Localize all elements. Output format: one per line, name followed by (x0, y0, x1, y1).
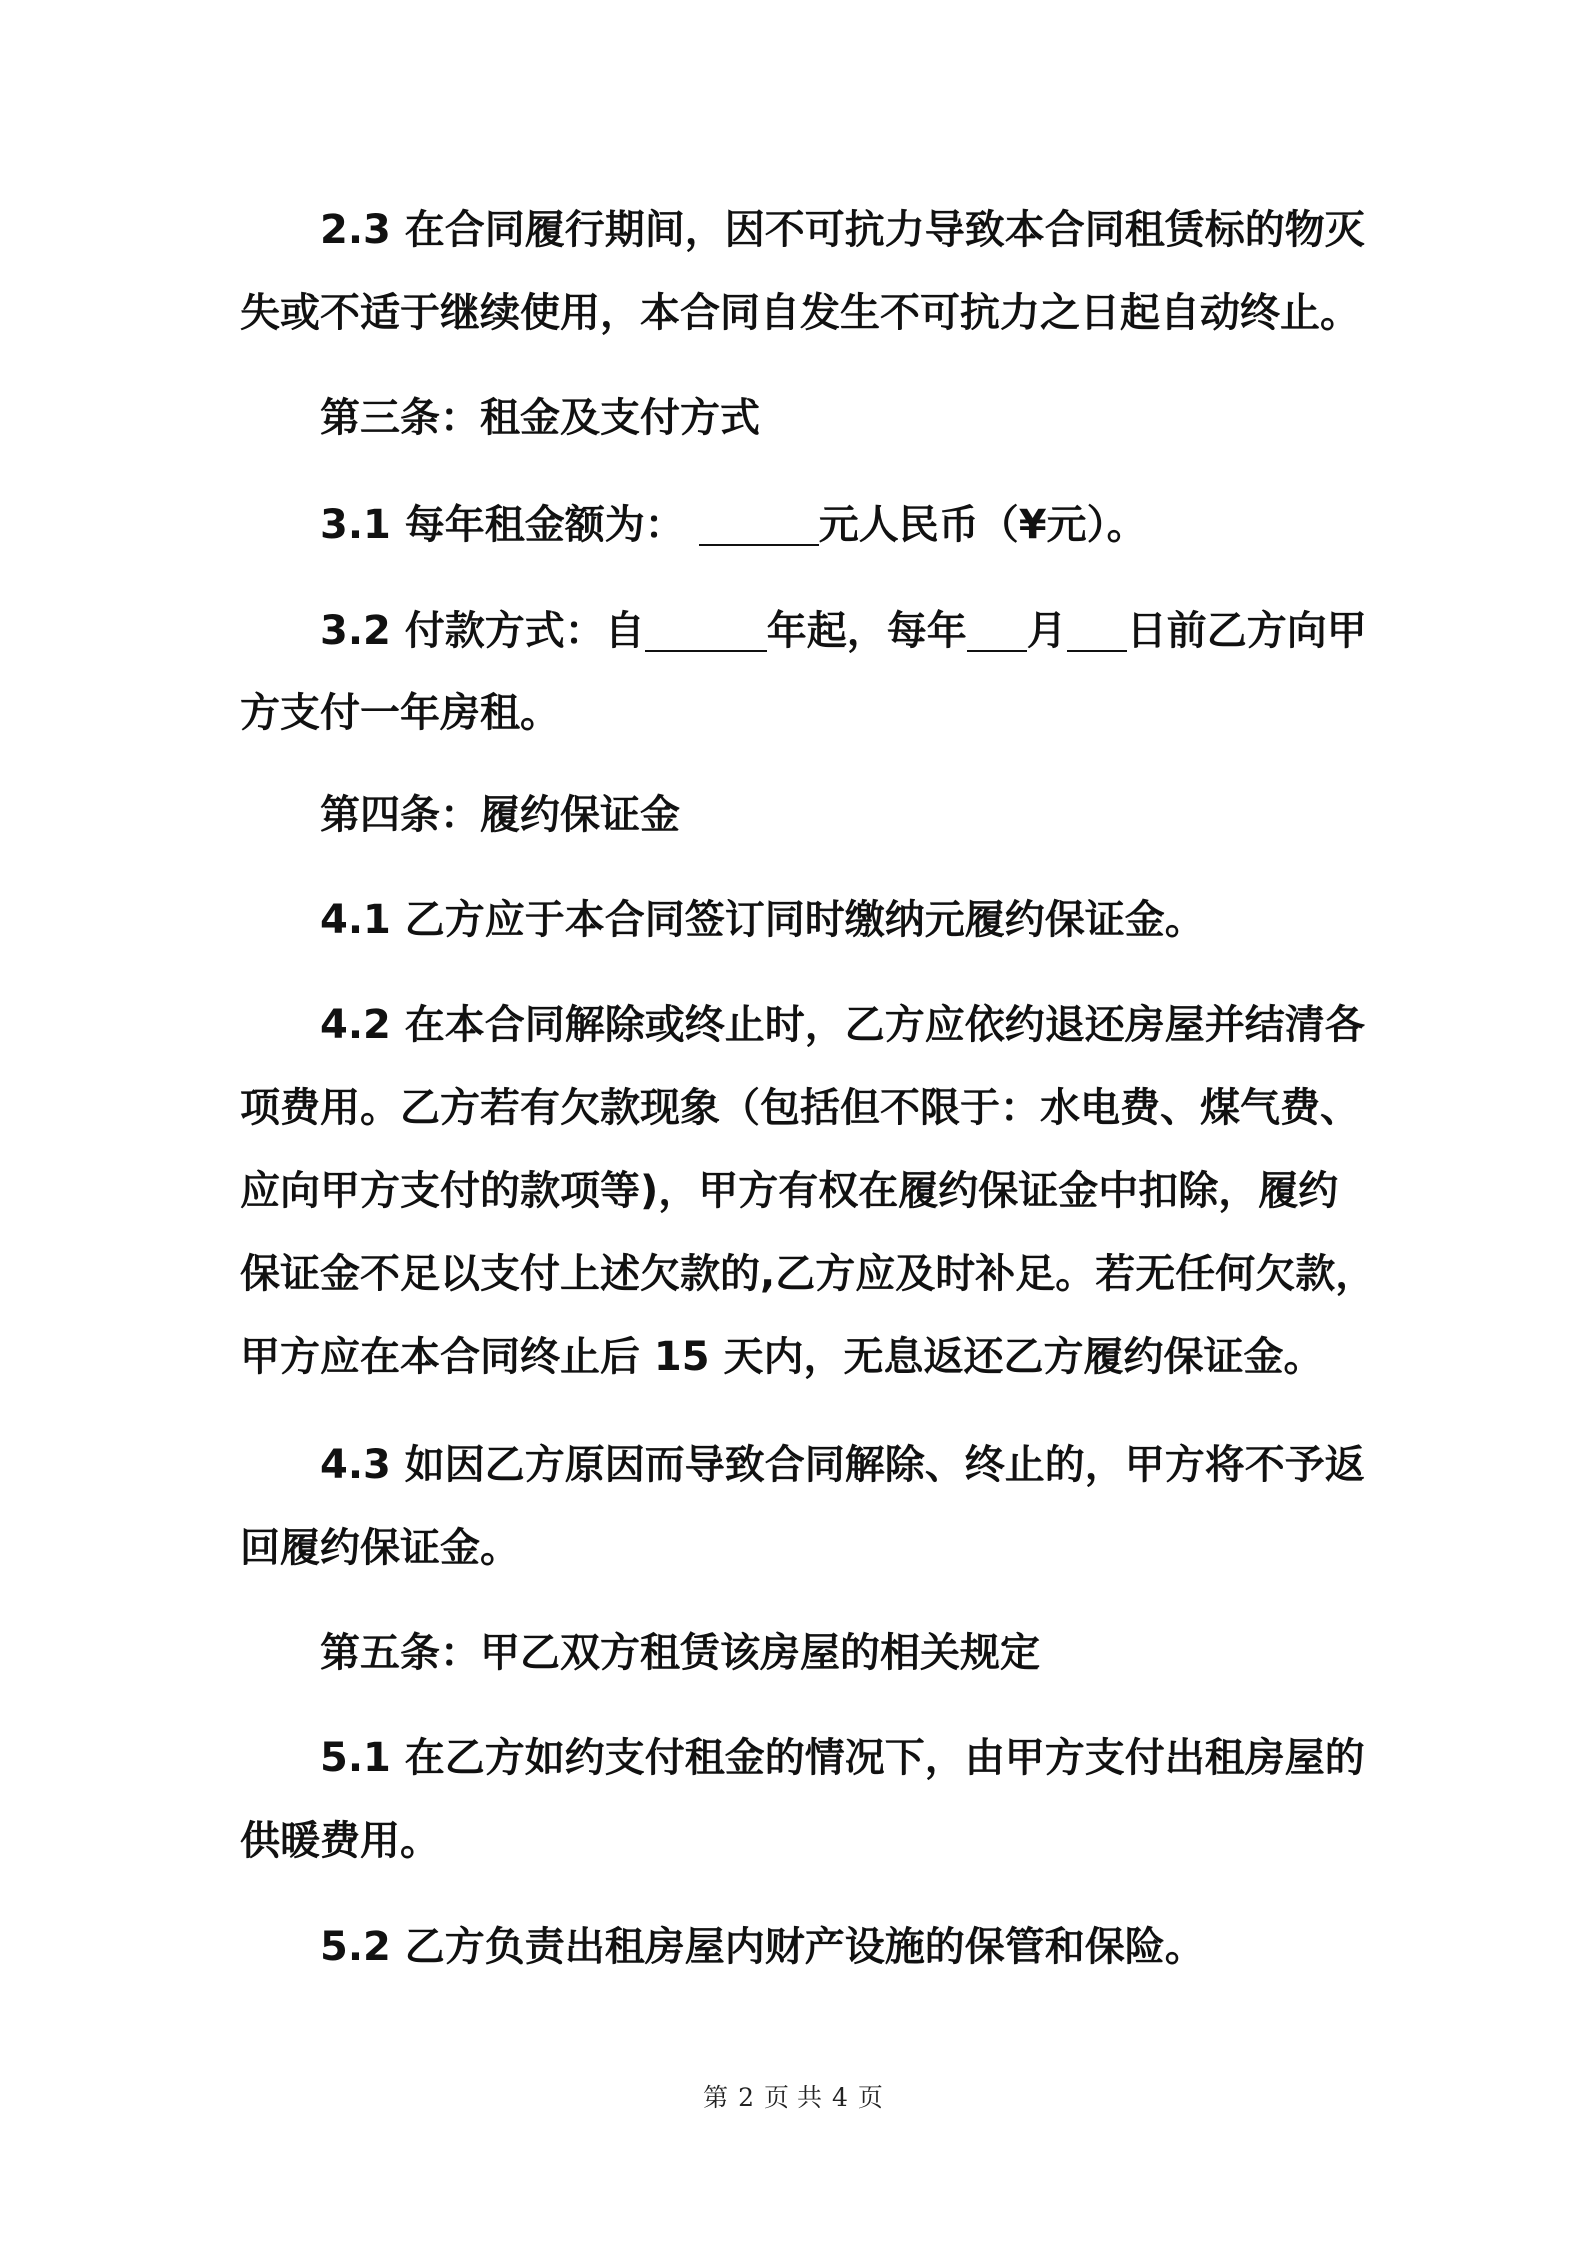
clause-3-2-line-2: 方支付一年房租。 (240, 690, 560, 736)
clause-5-1-line-2: 供暖费用。 (240, 1818, 440, 1864)
footer-page-number: 2 (738, 2083, 755, 2112)
rent-amount-blank (699, 504, 819, 546)
clause-4-3-line-2: 回履约保证金。 (240, 1525, 520, 1571)
clause-4-2-line-5: 甲方应在本合同终止后 15 天内，无息返还乙方履约保证金。 (240, 1334, 1324, 1380)
footer-page-middle: 页 共 (764, 2083, 822, 2112)
clause-3-2-part-4: 日前乙方向甲 (1126, 608, 1367, 654)
footer-page-prefix: 第 (703, 2083, 729, 2112)
article-4-heading: 第四条：履约保证金 (320, 792, 680, 838)
day-blank (1067, 610, 1127, 652)
clause-3-1 (320, 500, 1147, 550)
clause-3-1-suffix: 元人民币（¥元）。 (818, 502, 1147, 548)
start-year-blank (645, 610, 767, 652)
clause-4-3-line-1: 4.3 如因乙方原因而导致合同解除、终止的，甲方将不予返 (320, 1442, 1365, 1488)
clause-2-3-line-1: 2.3 在合同履行期间，因不可抗力导致本合同租赁标的物灭 (320, 207, 1365, 253)
article-5-heading: 第五条：甲乙双方租赁该房屋的相关规定 (320, 1630, 1040, 1676)
clause-4-2-line-3: 应向甲方支付的款项等)，甲方有权在履约保证金中扣除，履约 (240, 1168, 1339, 1214)
clause-3-2-part-2: 年起，每年 (766, 608, 967, 654)
clause-3-2-part-3: 月 (1026, 608, 1067, 654)
clause-2-3-line-2: 失或不适于继续使用，本合同自发生不可抗力之日起自动终止。 (240, 290, 1360, 336)
clause-4-1: 4.1 乙方应于本合同签订同时缴纳元履约保证金。 (320, 897, 1205, 943)
footer-page-suffix: 页 (857, 2083, 883, 2112)
clause-3-2-line-1 (320, 606, 1367, 656)
clause-5-2: 5.2 乙方负责出租房屋内财产设施的保管和保险。 (320, 1924, 1205, 1970)
month-blank (967, 610, 1027, 652)
article-3-heading: 第三条：租金及支付方式 (320, 395, 760, 441)
footer-total-pages: 4 (831, 2083, 848, 2112)
clause-4-2-line-1: 4.2 在本合同解除或终止时，乙方应依约退还房屋并结清各 (320, 1002, 1365, 1048)
clause-3-2-part-1: 3.2 付款方式：自 (320, 608, 645, 654)
clause-3-1-prefix: 3.1 每年租金额为： (320, 502, 685, 548)
clause-4-2-line-4: 保证金不足以支付上述欠款的,乙方应及时补足。若无任何欠款， (240, 1251, 1376, 1297)
clause-5-1-line-1: 5.1 在乙方如约支付租金的情况下，由甲方支付出租房屋的 (320, 1735, 1365, 1781)
page-footer (0, 2082, 1586, 2114)
clause-4-2-line-2: 项费用。乙方若有欠款现象（包括但不限于：水电费、煤气费、 (240, 1085, 1360, 1131)
